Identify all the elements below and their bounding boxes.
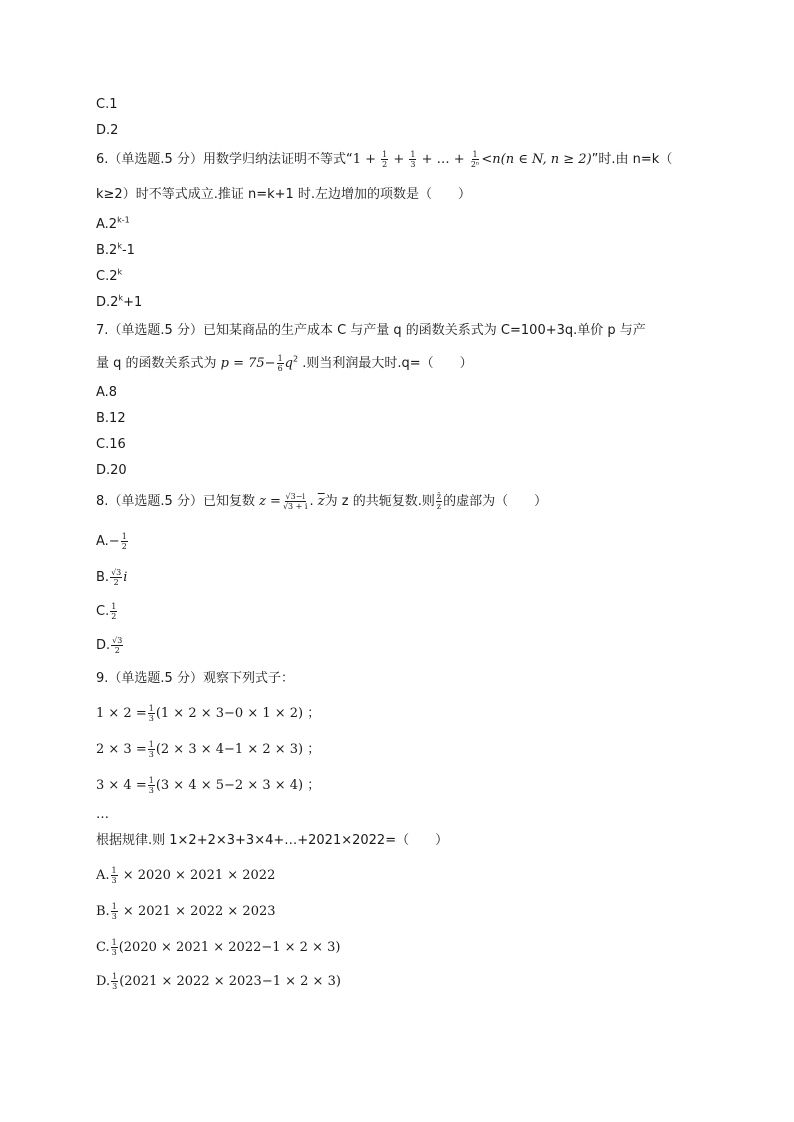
q9-ellipsis: …	[96, 807, 109, 822]
q9-question: 根据规律.则 1×2+2×3+3×4+…+2021×2022=（ ）	[96, 833, 449, 848]
q7-stem-line1: 7.（单选题.5 分）已知某商品的生产成本 C 与产量 q 的函数关系式为 C=100+3q.单价 p 与产	[96, 323, 646, 338]
q9-option-c: C. $\frac{1}{3}$ (2020 × 2021 × 2022−1 × 2 × 3)	[96, 938, 341, 957]
q7-option-c: C.16	[96, 437, 126, 452]
q6-plus-2: + … +	[417, 152, 469, 167]
q6-prefix: 6.（单选题.5 分）用数学归纳法证明不等式“	[96, 152, 353, 167]
q6-expr-start: 1 +	[352, 152, 381, 167]
q8-option-b: B. $\frac{√3}{2}$ i	[96, 568, 128, 587]
q6-option-d: $D.2^k+1$	[96, 293, 143, 310]
q9-title: 9.（单选题.5 分）观察下列式子：	[96, 671, 294, 686]
q7-option-a: A.8	[96, 385, 118, 400]
q8-z-bar: $\overline{z}$	[317, 494, 325, 509]
q7-stem-line2: 量 q 的函数关系式为 p = 75− $\frac{1}{6}$ $q^2$ .则当利润最大时.q=（ ）	[96, 354, 473, 373]
q6-frac-1: $\frac{1}{2}$	[382, 150, 388, 169]
q7-option-b: B.12	[96, 411, 126, 426]
q6-stem-line2: k≥2）时不等式成立.推证 n=k+1 时.左边增加的项数是（ ）	[96, 187, 472, 202]
q9-option-b: B. $\frac{1}{3}$ × 2021 × 2022 × 2023	[96, 902, 276, 921]
q5-option-d: D.2	[96, 123, 119, 138]
q5-option-c: C.1	[96, 97, 118, 112]
q9-equation-1: 1 × 2 = $\frac{1}{3}$ (1 × 2 × 3−0 × 1 × 2) ；	[96, 704, 321, 723]
q8-option-c: C. $\frac{1}{2}$	[96, 602, 117, 621]
q8-option-d: D. $\frac{√3}{2}$	[96, 636, 123, 655]
q6-option-c: C.2$^k$	[96, 267, 123, 284]
q9-option-d: D. $\frac{1}{3}$ (2021 × 2022 × 2023−1 × 2 × 3)	[96, 972, 341, 991]
q6-frac-3: $\frac{1}{\text{2ⁿ}}$	[470, 150, 480, 169]
q7-frac: $\frac{1}{6}$	[277, 354, 283, 373]
q6-plus-1: +	[389, 152, 409, 167]
q6-suffix: ”时.由 n=k（	[591, 152, 673, 167]
q8-option-a: A.− $\frac{1}{2}$	[96, 532, 127, 551]
q6-option-b: B.2$^k$-1	[96, 241, 135, 258]
q8-stem: 8.（单选题.5 分）已知复数 z = $\frac{√3-i}{√3 + i}$ . $\overline{z}$为 z 的共轭复数.则 $\frac{z̄}{z}$ 的虚部为（ ）	[96, 492, 548, 511]
q8-z-frac: $\frac{√3-i}{√3 + i}$	[282, 492, 308, 511]
q6-stem-line1	[96, 150, 672, 169]
q7-formula-lhs: p = 75−	[220, 356, 276, 371]
q8-ratio-frac: $\frac{z̄}{z}$	[436, 492, 442, 511]
q9-equation-3: 3 × 4 = $\frac{1}{3}$ (3 × 4 × 5−2 × 3 × 4) ；	[96, 776, 321, 795]
q7-option-d: D.20	[96, 463, 127, 478]
q6-frac-2: $\frac{1}{3}$	[410, 150, 416, 169]
q9-option-a: A. $\frac{1}{3}$ × 2020 × 2021 × 2022	[96, 866, 276, 885]
q6-condition: <n(n ∈ N, n ≥ 2)	[481, 152, 592, 167]
q6-option-a: A.2$^{k-1}$	[96, 215, 130, 232]
q9-equation-2: 2 × 3 = $\frac{1}{3}$ (2 × 3 × 4−1 × 2 × 3) ；	[96, 740, 321, 759]
